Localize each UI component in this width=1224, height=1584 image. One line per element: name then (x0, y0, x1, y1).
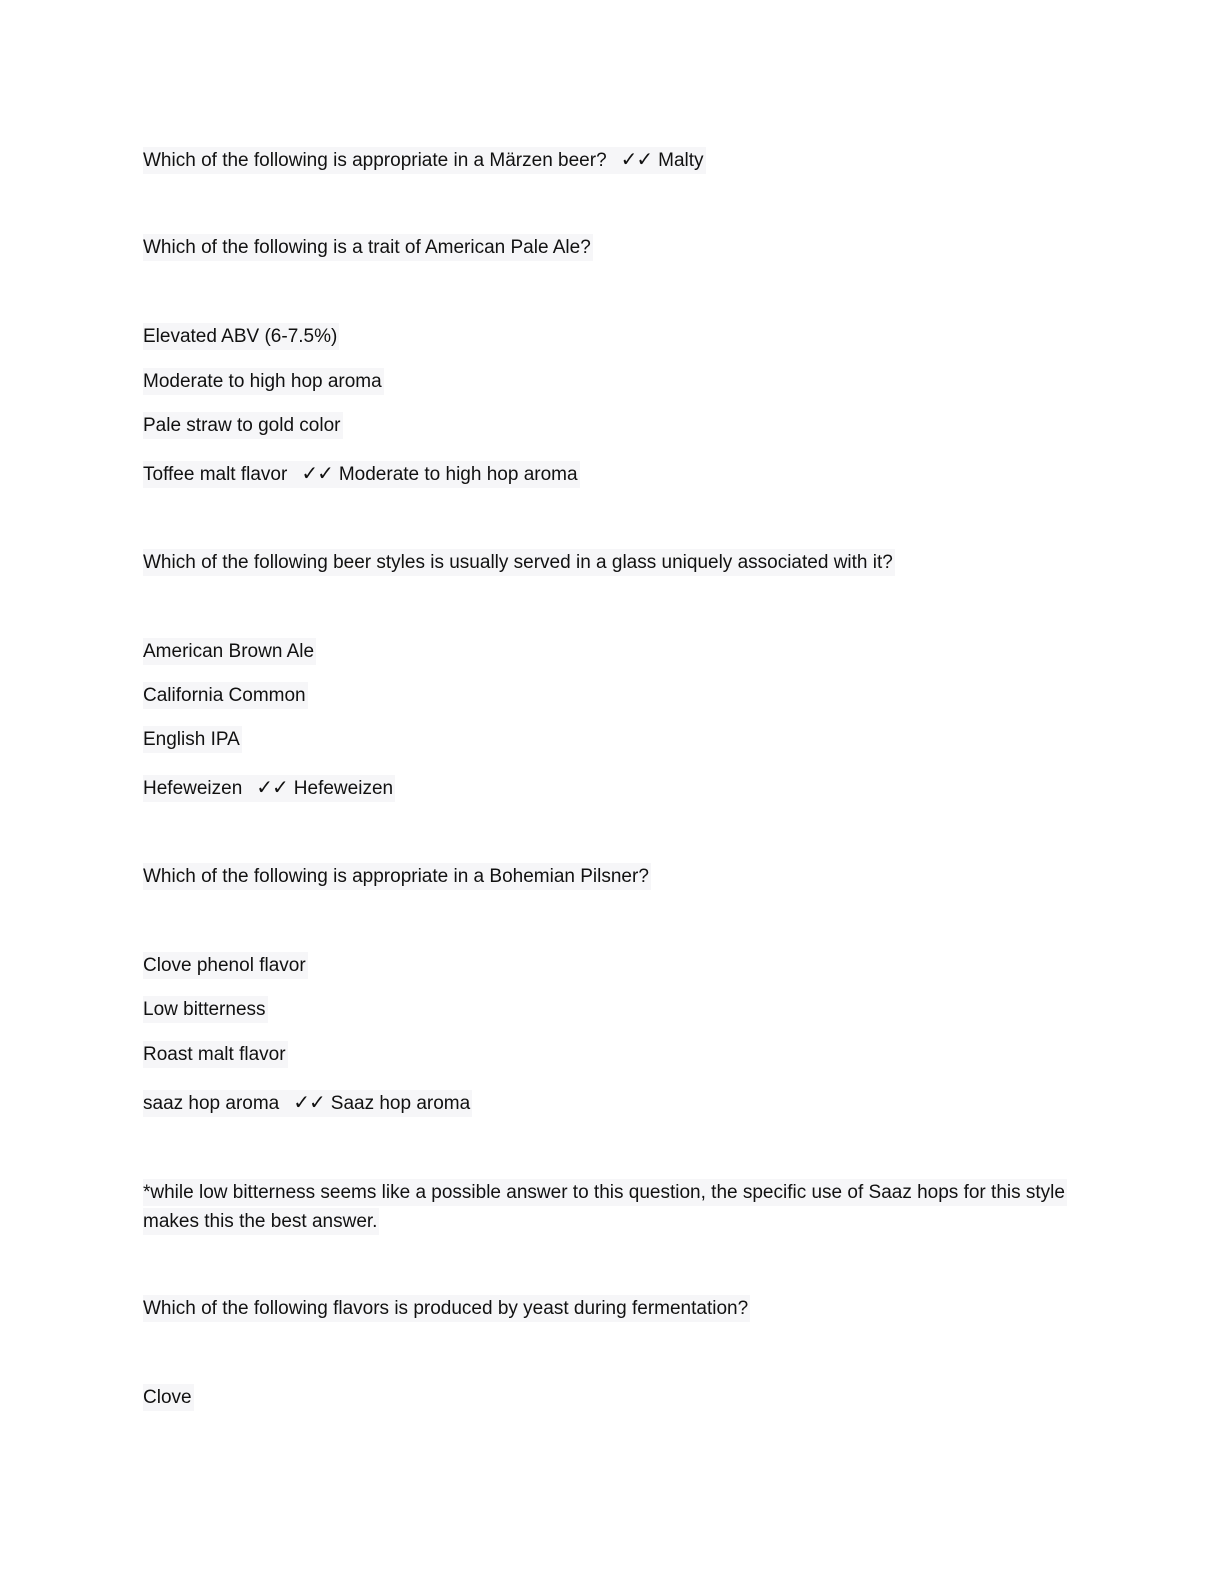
question-3-text: Which of the following beer styles is usually served in a glass uniquely associated with it? (143, 549, 895, 576)
question-2-answer: Moderate to high hop aroma (338, 464, 578, 485)
question-4-note (143, 1178, 1083, 1236)
question-1-answer: Malty (658, 150, 704, 171)
check-mark-icon: ✓✓ (293, 1090, 325, 1114)
option-text: Toffee malt flavor (143, 464, 288, 485)
option-text: Low bitterness (143, 996, 268, 1023)
check-mark-icon: ✓✓ (301, 461, 333, 485)
option-text: American Brown Ale (143, 638, 316, 665)
question-4-option-4 (143, 1088, 472, 1118)
question-4-option-2 (143, 996, 268, 1024)
option-text: English IPA (143, 726, 242, 753)
question-1-text: Which of the following is appropriate in a Märzen beer? (143, 150, 607, 171)
check-mark-icon: ✓✓ (256, 775, 288, 799)
question-4 (143, 863, 651, 891)
question-2-option-4 (143, 459, 580, 489)
option-text: Hefeweizen (143, 778, 243, 799)
question-3-option-4-group (143, 775, 395, 802)
option-text: California Common (143, 682, 308, 709)
question-2-option-1 (143, 323, 339, 351)
question-3-option-3 (143, 726, 242, 754)
question-5 (143, 1295, 750, 1323)
option-text: Pale straw to gold color (143, 412, 343, 439)
question-3-option-1 (143, 638, 316, 666)
question-4-answer: Saaz hop aroma (330, 1093, 471, 1114)
question-2 (143, 234, 593, 262)
option-text: Clove phenol flavor (143, 952, 308, 979)
question-4-option-3 (143, 1041, 288, 1069)
question-3-answer: Hefeweizen (293, 778, 394, 799)
question-2-option-4-group (143, 461, 580, 488)
question-4-option-4-group (143, 1090, 472, 1117)
question-5-text: Which of the following flavors is produced by yeast during fermentation? (143, 1295, 750, 1322)
option-text: Elevated ABV (6-7.5%) (143, 323, 339, 350)
question-3-option-4 (143, 773, 395, 803)
question-4-text: Which of the following is appropriate in a Bohemian Pilsner? (143, 863, 651, 890)
option-text: Moderate to high hop aroma (143, 368, 384, 395)
question-3-option-2 (143, 682, 308, 710)
question-1 (143, 145, 706, 175)
question-2-option-2 (143, 368, 384, 396)
question-4-option-1 (143, 952, 308, 980)
check-mark-icon: ✓✓ (620, 147, 653, 171)
question-5-option-1 (143, 1384, 194, 1412)
question-3 (143, 549, 895, 577)
option-text: saaz hop aroma (143, 1093, 280, 1114)
question-2-text: Which of the following is a trait of American Pale Ale? (143, 234, 593, 261)
question-1-text-group (143, 147, 706, 174)
option-text: Clove (143, 1384, 194, 1411)
option-text: Roast malt flavor (143, 1041, 288, 1068)
note-text: *while low bitterness seems like a possible answer to this question, the specific use of Saaz hops for this style makes this the best answer. (143, 1179, 1067, 1235)
question-2-option-3 (143, 412, 343, 440)
